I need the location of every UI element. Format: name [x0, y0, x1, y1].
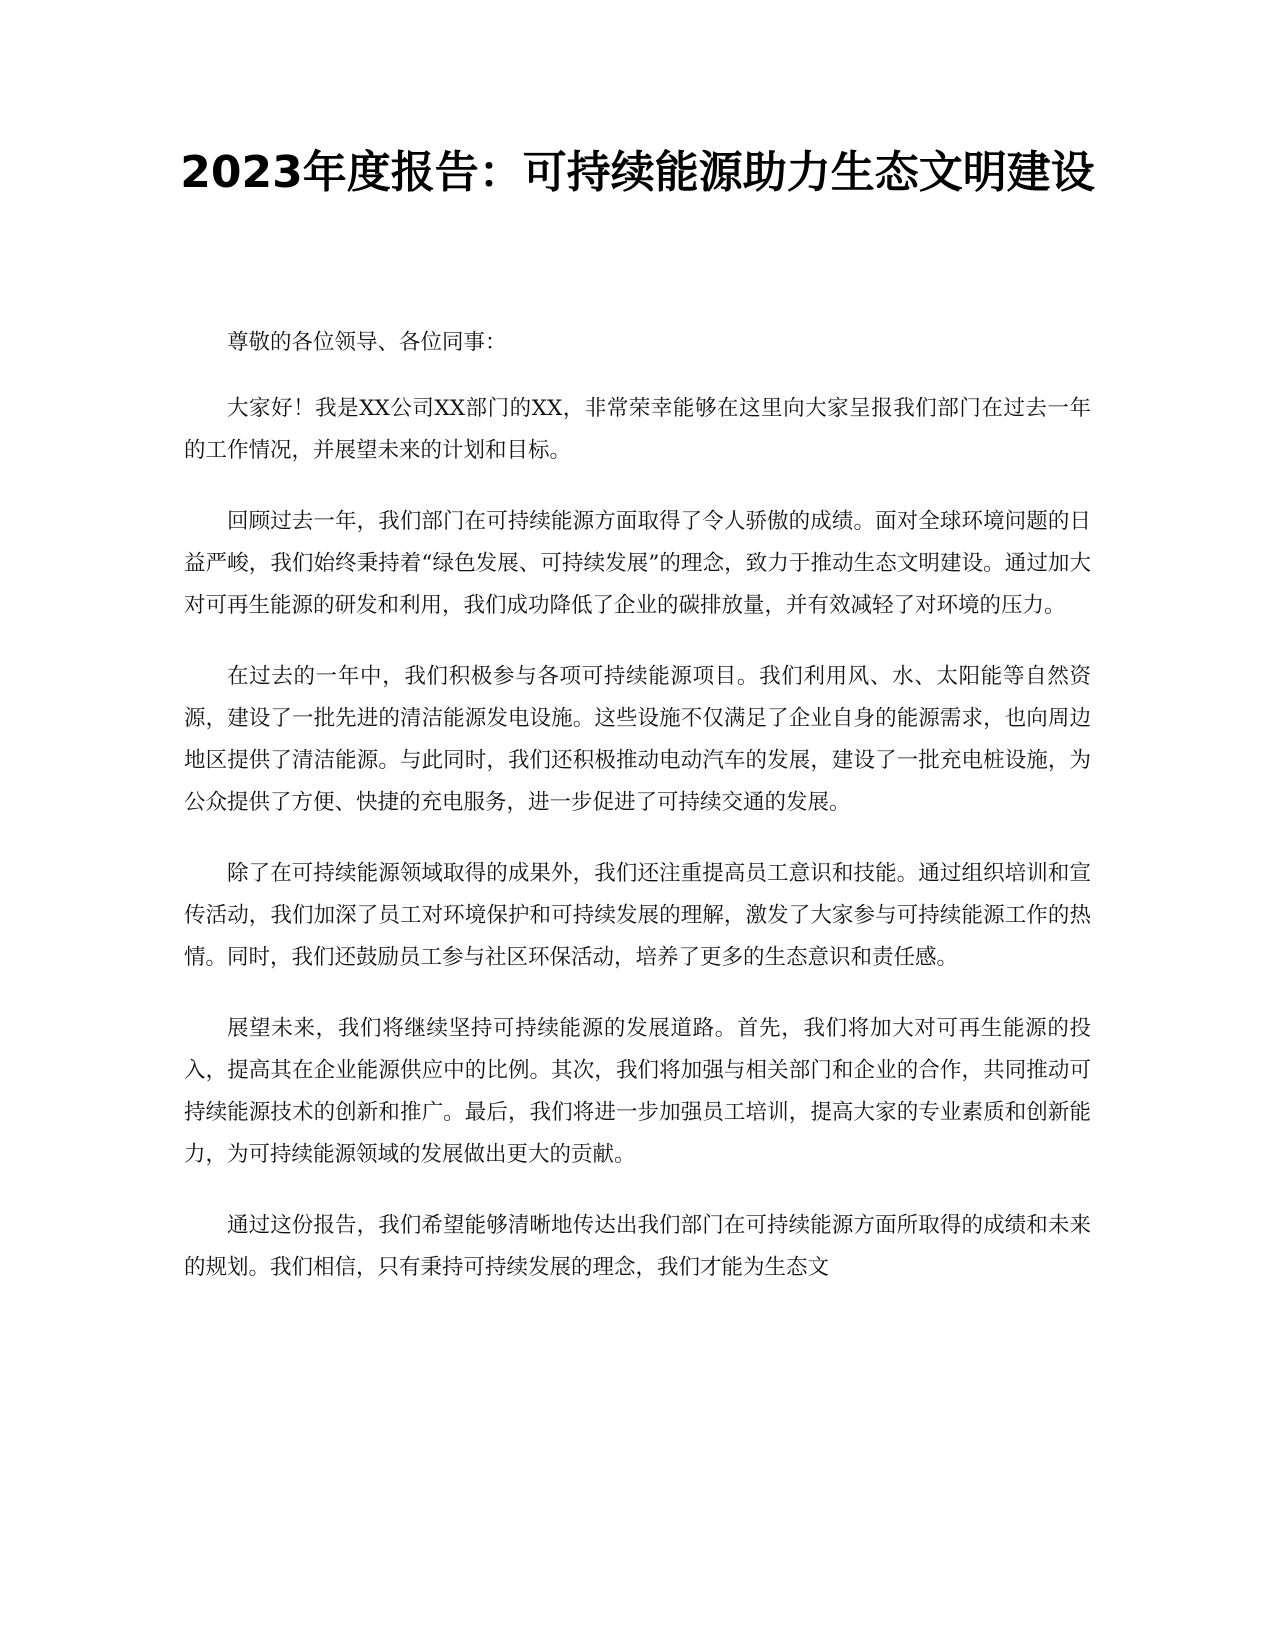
paragraph-conclusion: 通过这份报告，我们希望能够清晰地传达出我们部门在可持续能源方面所取得的成绩和未来的规划。我们相信，只有秉持可持续发展的理念，我们才能为生态文	[184, 1213, 1091, 1280]
paragraph-review: 回顾过去一年，我们部门在可持续能源方面取得了令人骄傲的成绩。面对全球环境问题的日益严峻，我们始终秉持着“绿色发展、可持续发展”的理念，致力于推动生态文明建设。通过加大对可再生能源的研发和利用，我们成功降低了企业的碳排放量，并有效减轻了对环境的压力。	[184, 509, 1091, 618]
paragraph-projects: 在过去的一年中，我们积极参与各项可持续能源项目。我们利用风、水、太阳能等自然资源，建设了一批先进的清洁能源发电设施。这些设施不仅满足了企业自身的能源需求，也向周边地区提供了清洁能源。与此同时，我们还积极推动电动汽车的发展，建设了一批充电桩设施，为公众提供了方便、快捷的充电服务，进一步促进了可持续交通的发展。	[184, 664, 1091, 815]
paragraph-greeting: 大家好！我是XX公司XX部门的XX，非常荣幸能够在这里向大家呈报我们部门在过去一年的工作情况，并展望未来的计划和目标。	[184, 396, 1091, 463]
paragraph-outlook: 展望未来，我们将继续坚持可持续能源的发展道路。首先，我们将加大对可再生能源的投入，提高其在企业能源供应中的比例。其次，我们将加强与相关部门和企业的合作，共同推动可持续能源技术的创新和推广。最后，我们将进一步加强员工培训，提高大家的专业素质和创新能力，为可持续能源领域的发展做出更大的贡献。	[184, 1016, 1091, 1167]
document-title: 2023年度报告：可持续能源助力生态文明建设	[180, 147, 1095, 198]
document-body	[184, 322, 1091, 1318]
salutation: 尊敬的各位领导、各位同事：	[227, 330, 507, 355]
paragraph-staff-training: 除了在可持续能源领域取得的成果外，我们还注重提高员工意识和技能。通过组织培训和宣传活动，我们加深了员工对环境保护和可持续发展的理解，激发了大家参与可持续能源工作的热情。同时，我们还鼓励员工参与社区环保活动，培养了更多的生态意识和责任感。	[184, 861, 1091, 970]
